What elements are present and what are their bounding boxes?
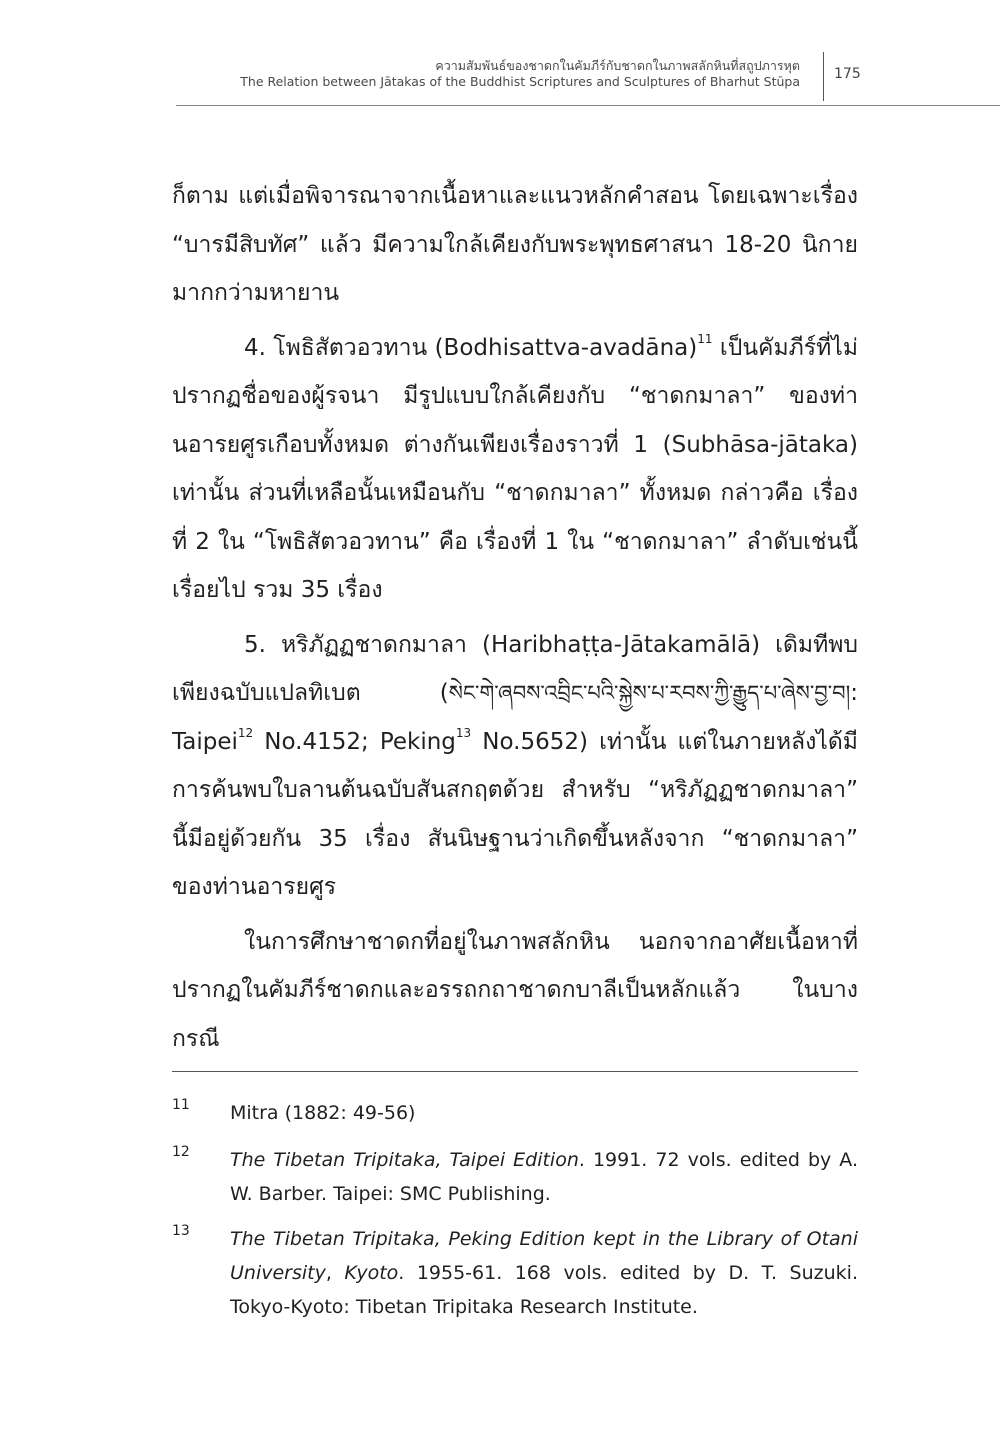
paragraph-2-start: 4. โพธิสัตวอวทาน (Bodhisattva-avadāna) <box>244 334 698 361</box>
header-rule <box>176 105 1000 106</box>
header-divider <box>823 52 824 101</box>
footnote-details: . 1955-61. 168 vols. edited by D. T. Suzuki. Tokyo-Kyoto: Tibetan Tripitaka Research Institute. <box>230 1262 858 1318</box>
footnote-number: 13 <box>172 1223 190 1239</box>
header-title-thai: ความสัมพันธ์ของชาดกในคัมภีร์กับชาดกในภาพสลักหินที่สถูปภารหุต <box>435 58 800 73</box>
footnote-comma: , <box>325 1262 345 1284</box>
paragraph-1: ก็ตาม แต่เมื่อพิจารณาจากเนื้อหาและแนวหลักคำสอน โดยเฉพาะเรื่อง “บารมีสิบทัศ” แล้ว มีความใกล้เคียงกับพระพุทธศาสนา 18-20 นิกาย มากกว่ามหายาน <box>172 183 858 306</box>
header-title-english: The Relation between Jātakas of the Buddhist Scriptures and Sculptures of Bharhut Stūpa <box>240 74 800 89</box>
footnote-text: Mitra (1882: 49-56) <box>230 1102 416 1124</box>
page-number: 175 <box>834 66 861 82</box>
paragraph-3-start: 5. หริภัฏฏชาดกมาลา (Haribhaṭṭa-Jātakamālā) เดิมทีพบเพียงฉบับแปลทิเบต ( <box>172 631 858 706</box>
footnote-text <box>230 1143 858 1211</box>
paragraph-2-rest: เป็นคัมภีร์ที่ไม่ปรากฏชื่อของผู้รจนา มีรูปแบบใกล้เคียงกับ “ชาดกมาลา” ของท่านอารยศูรเกือบทั้งหมด ต่างกันเพียงเรื่องราวที่ 1 (Subhāsa-jātaka) เท่านั้น ส่วนที่เหลือนั้นเหมือนกับ “ชาดกมาลา” ทั้งหมด กล่าวคือ เรื่องที่ 2 ใน “โพธิสัตวอวทาน” คือ เรื่องที่ 1 ใน “ชาดกมาลา” ลำดับเช่นนี้เรื่อยไป รวม 35 เรื่อง <box>172 334 859 603</box>
paragraph-3-taipei: : Taipei <box>172 680 858 755</box>
body-text <box>172 172 858 1063</box>
tibetan-title: སེང་གེ་ཞབས་འབྲིང་པའི་སྐྱེས་པ་རབས་ཀྱི་རྒྱུད་པ་ཞེས་བྱ་བ། <box>448 681 851 705</box>
footnote-ref-11: 11 <box>697 331 713 346</box>
footnote-number: 11 <box>172 1097 190 1113</box>
footnote-text <box>230 1222 858 1324</box>
paragraph-3-rest: No.5652) เท่านั้น แต่ในภายหลังได้มีการค้นพบใบลานต้นฉบับสันสกฤตด้วย สำหรับ “หริภัฏฏชาดกมาลา” นี้มีอยู่ด้วยกัน 35 เรื่อง สันนิษฐานว่าเกิดขึ้นหลังจาก “ชาดกมาลา” ของท่านอารยศูร <box>172 728 858 900</box>
footnote-place: Kyoto <box>344 1262 399 1284</box>
footnote-ref-12: 12 <box>237 725 254 740</box>
header-titles <box>240 58 800 90</box>
footnote-11 <box>172 1096 858 1130</box>
footnote-title: The Tibetan Tripitaka, Peking Edition kept in the Library of Otani University <box>230 1228 858 1284</box>
footnote-rule <box>172 1071 858 1072</box>
paragraph-haribhatta-jatakamala <box>172 621 858 912</box>
footnote-12 <box>172 1143 858 1211</box>
footnote-details: . 1991. 72 vols. edited by A. W. Barber. Taipei: SMC Publishing. <box>230 1149 858 1205</box>
paragraph-bodhisattva-avadana <box>172 324 858 615</box>
footnote-13 <box>172 1222 858 1324</box>
paragraph-3-peking: No.4152; Peking <box>253 728 456 755</box>
footnote-ref-13: 13 <box>455 725 472 740</box>
footnote-number: 12 <box>172 1144 190 1160</box>
footnote-title: The Tibetan Tripitaka, Taipei Edition <box>230 1149 579 1171</box>
paragraph-4: ในการศึกษาชาดกที่อยู่ในภาพสลักหิน นอกจากอาศัยเนื้อหาที่ปรากฏในคัมภีร์ชาดกและอรรถกถาชาดกบาลีเป็นหลักแล้ว ในบางกรณี <box>172 928 858 1052</box>
